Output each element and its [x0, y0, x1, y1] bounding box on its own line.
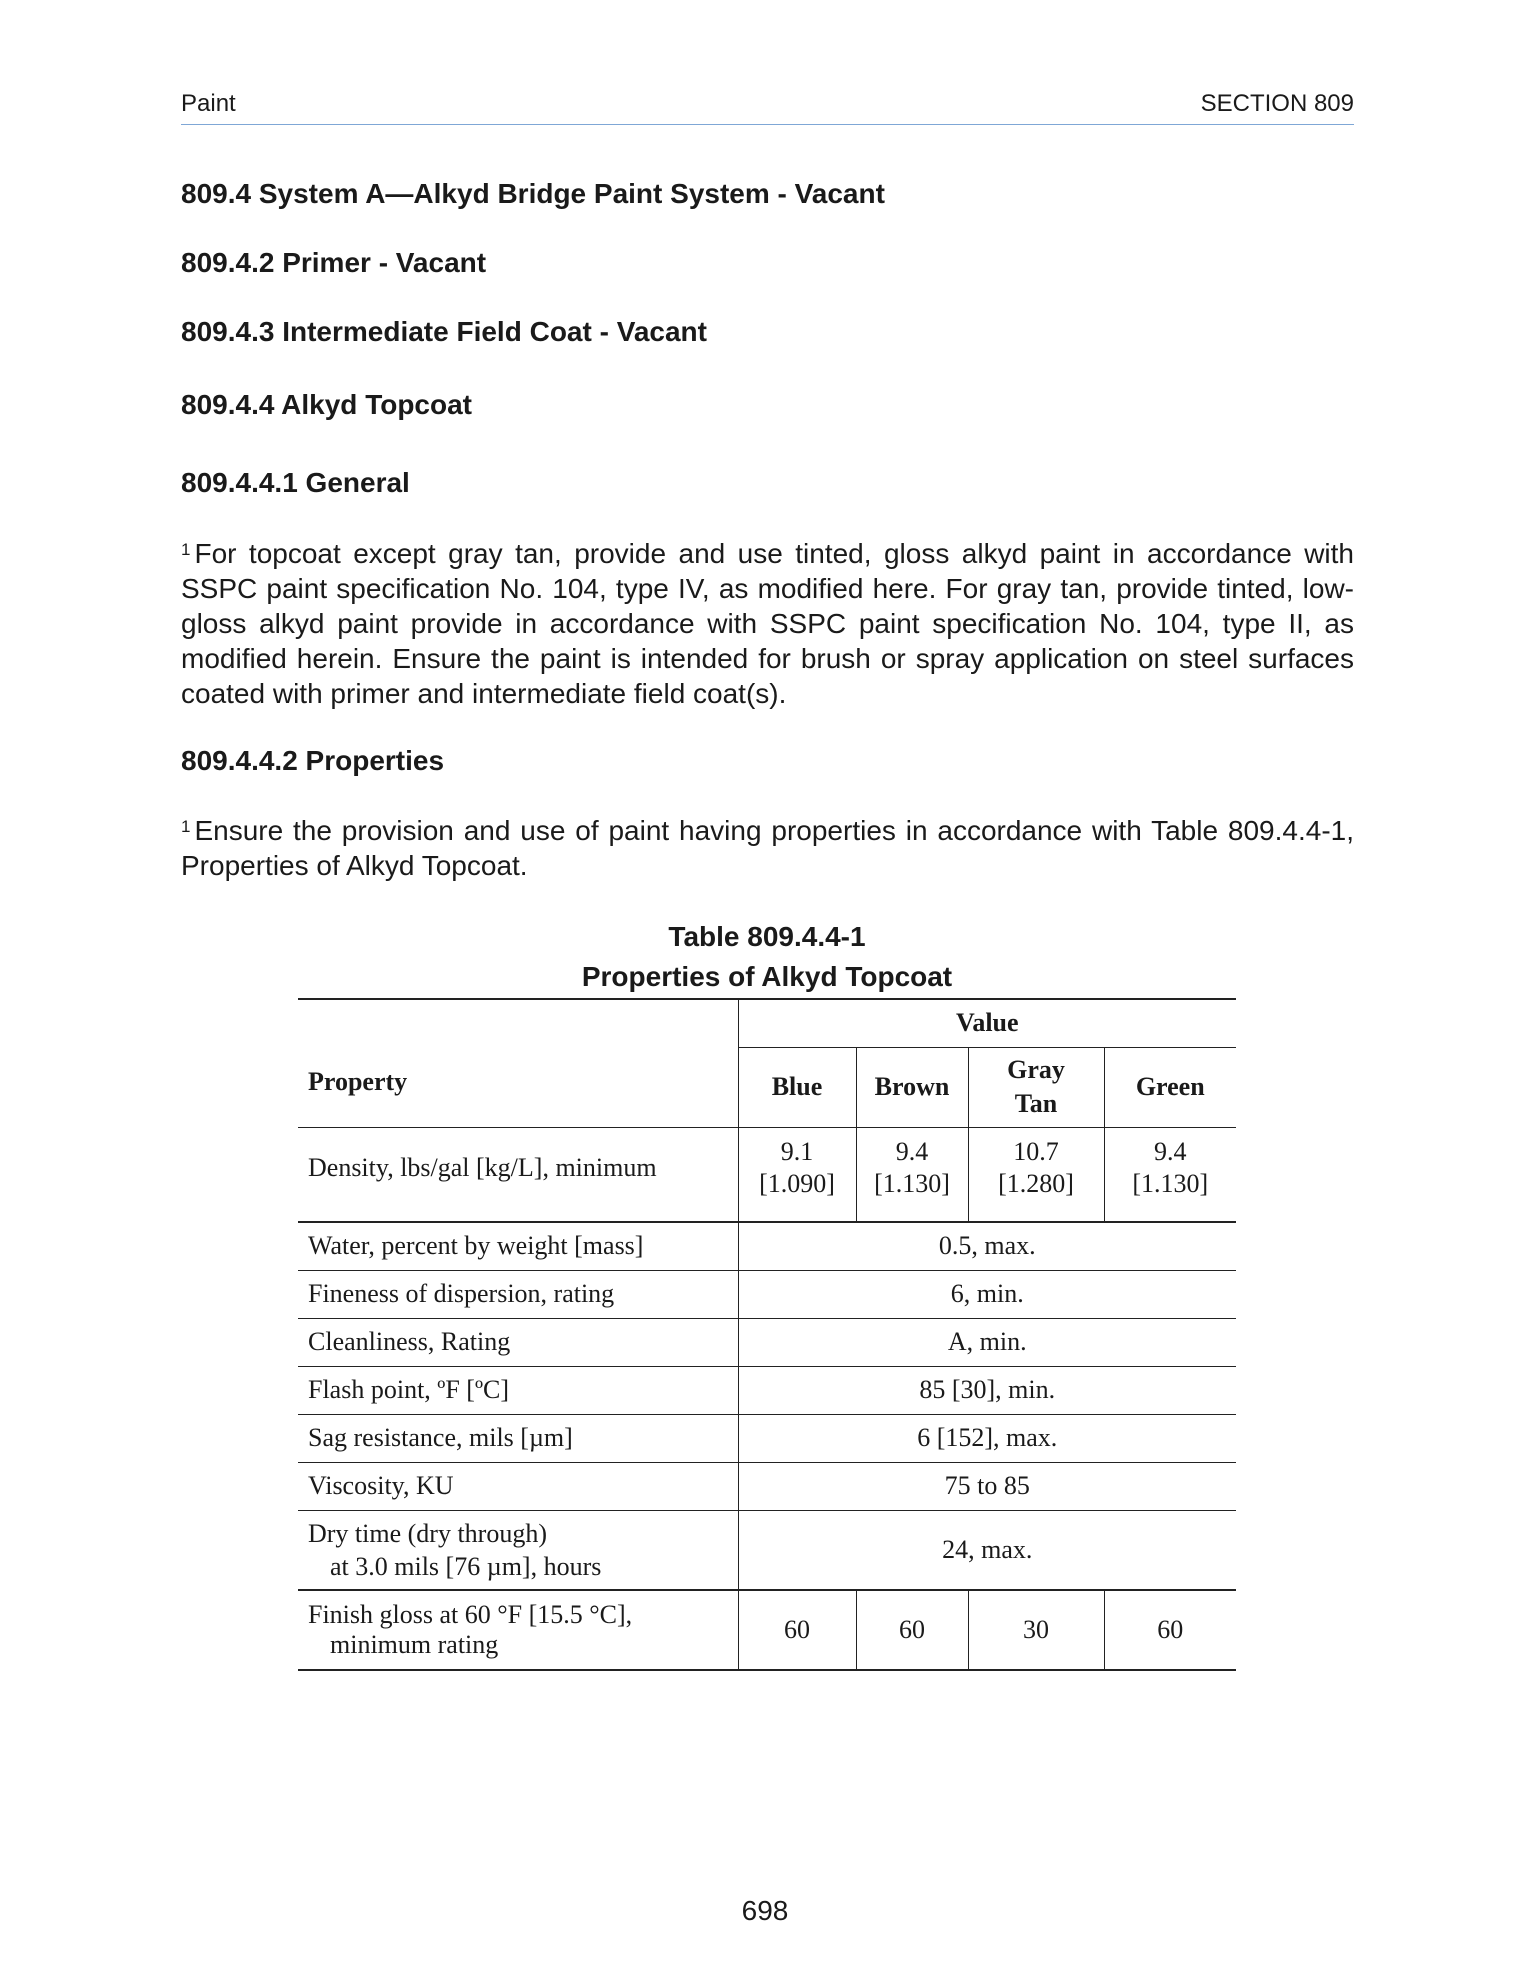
table-row [298, 1462, 1236, 1510]
row-value: 75 to 85 [738, 1462, 1236, 1510]
header-section: SECTION 809 [1200, 90, 1354, 117]
alkyd-topcoat-properties-table [298, 998, 1236, 1671]
density-brown-metric: [1.130] [874, 1168, 950, 1198]
table-header-row [298, 999, 1236, 1047]
density-blue-value: 9.1 [780, 1136, 814, 1166]
table-title: Properties of Alkyd Topcoat [581, 961, 953, 992]
table-row [298, 1318, 1236, 1366]
heading-809-4-4-1: 809.4.4.1 General [181, 467, 410, 498]
heading-809-4-4: 809.4.4 Alkyd Topcoat [181, 389, 472, 420]
header-green: Green [1104, 1047, 1236, 1127]
header-gray-line1: Gray [1007, 1055, 1065, 1084]
finish-gloss-brown: 60 [856, 1590, 968, 1670]
row-label: Water, percent by weight [mass] [298, 1222, 738, 1270]
table-row [298, 1414, 1236, 1462]
row-value: 85 [30], min. [738, 1366, 1236, 1414]
table-caption [298, 917, 1236, 997]
density-blue-metric: [1.090] [759, 1168, 835, 1198]
finish-gloss-label [298, 1590, 738, 1670]
paragraph-text: For topcoat except gray tan, provide and use tinted, gloss alkyd paint in accordance with SSPC paint specification No. 104, type IV, as modified here. For gray tan, provide tinted, low-gloss alkyd paint provide in accordance with SSPC paint specification No. 104, type II, as modified herein. Ensure the paint is intended for brush or spray application on steel surfaces coated with primer and intermediate field coat(s). [181, 538, 1354, 709]
table-number: Table 809.4.4-1 [668, 921, 866, 952]
density-green-value: 9.4 [1154, 1136, 1187, 1166]
row-label: Sag resistance, mils [µm] [298, 1414, 738, 1462]
row-value: A, min. [738, 1318, 1236, 1366]
paragraph-number: 1 [181, 817, 191, 836]
header-gray-tan [968, 1047, 1104, 1127]
heading-809-4-3: 809.4.3 Intermediate Field Coat - Vacant [181, 316, 707, 347]
table-row [298, 1222, 1236, 1270]
paragraph-number: 1 [181, 540, 191, 559]
row-value: 6 [152], max. [738, 1414, 1236, 1462]
header-blue: Blue [738, 1047, 856, 1127]
density-gray-tan [968, 1127, 1104, 1222]
properties-paragraph [181, 813, 1354, 883]
header-gray-line2: Tan [1014, 1089, 1058, 1118]
finish-gloss-label-line2: minimum rating [330, 1630, 499, 1659]
row-value: 0.5, max. [738, 1222, 1236, 1270]
density-brown [856, 1127, 968, 1222]
dry-time-label-line1: Dry time (dry through) [308, 1518, 548, 1548]
density-brown-value: 9.4 [895, 1136, 929, 1166]
density-green-metric: [1.130] [1132, 1168, 1209, 1198]
table-row [298, 1270, 1236, 1318]
finish-gloss-gray-tan: 30 [968, 1590, 1104, 1670]
density-green [1104, 1127, 1236, 1222]
table-row-finish-gloss [298, 1590, 1236, 1670]
header-brown: Brown [856, 1047, 968, 1127]
finish-gloss-green: 60 [1104, 1590, 1236, 1670]
finish-gloss-label-line1: Finish gloss at 60 °F [15.5 °C], [308, 1600, 633, 1629]
heading-809-4-2: 809.4.2 Primer - Vacant [181, 247, 487, 278]
density-gray-metric: [1.280] [998, 1168, 1074, 1198]
heading-809-4: 809.4 System A—Alkyd Bridge Paint System - Vacant [181, 178, 885, 209]
page-header [181, 88, 1354, 125]
row-label: Cleanliness, Rating [298, 1318, 738, 1366]
page-number: 698 [741, 1895, 789, 1926]
density-gray-value: 10.7 [1013, 1136, 1059, 1166]
density-label: Density, lbs/gal [kg/L], minimum [298, 1127, 738, 1222]
header-value: Value [738, 999, 1236, 1047]
density-blue [738, 1127, 856, 1222]
header-chapter: Paint [181, 90, 236, 117]
paragraph-text: Ensure the provision and use of paint having properties in accordance with Table 809.4.4-1, Properties of Alkyd Topcoat. [181, 815, 1354, 881]
table-row-dry-time [298, 1510, 1236, 1590]
row-value: 6, min. [738, 1270, 1236, 1318]
row-label: Viscosity, KU [298, 1462, 738, 1510]
header-property: Property [298, 999, 738, 1127]
table-row [298, 1366, 1236, 1414]
dry-time-label-line2: at 3.0 mils [76 µm], hours [330, 1551, 602, 1581]
table-row-density [298, 1127, 1236, 1222]
general-paragraph [181, 536, 1354, 711]
dry-time-value: 24, max. [738, 1510, 1236, 1590]
dry-time-label [298, 1510, 738, 1590]
heading-809-4-4-2: 809.4.4.2 Properties [181, 745, 445, 776]
row-label: Flash point, ºF [ºC] [298, 1366, 738, 1414]
finish-gloss-blue: 60 [738, 1590, 856, 1670]
row-label: Fineness of dispersion, rating [298, 1270, 738, 1318]
